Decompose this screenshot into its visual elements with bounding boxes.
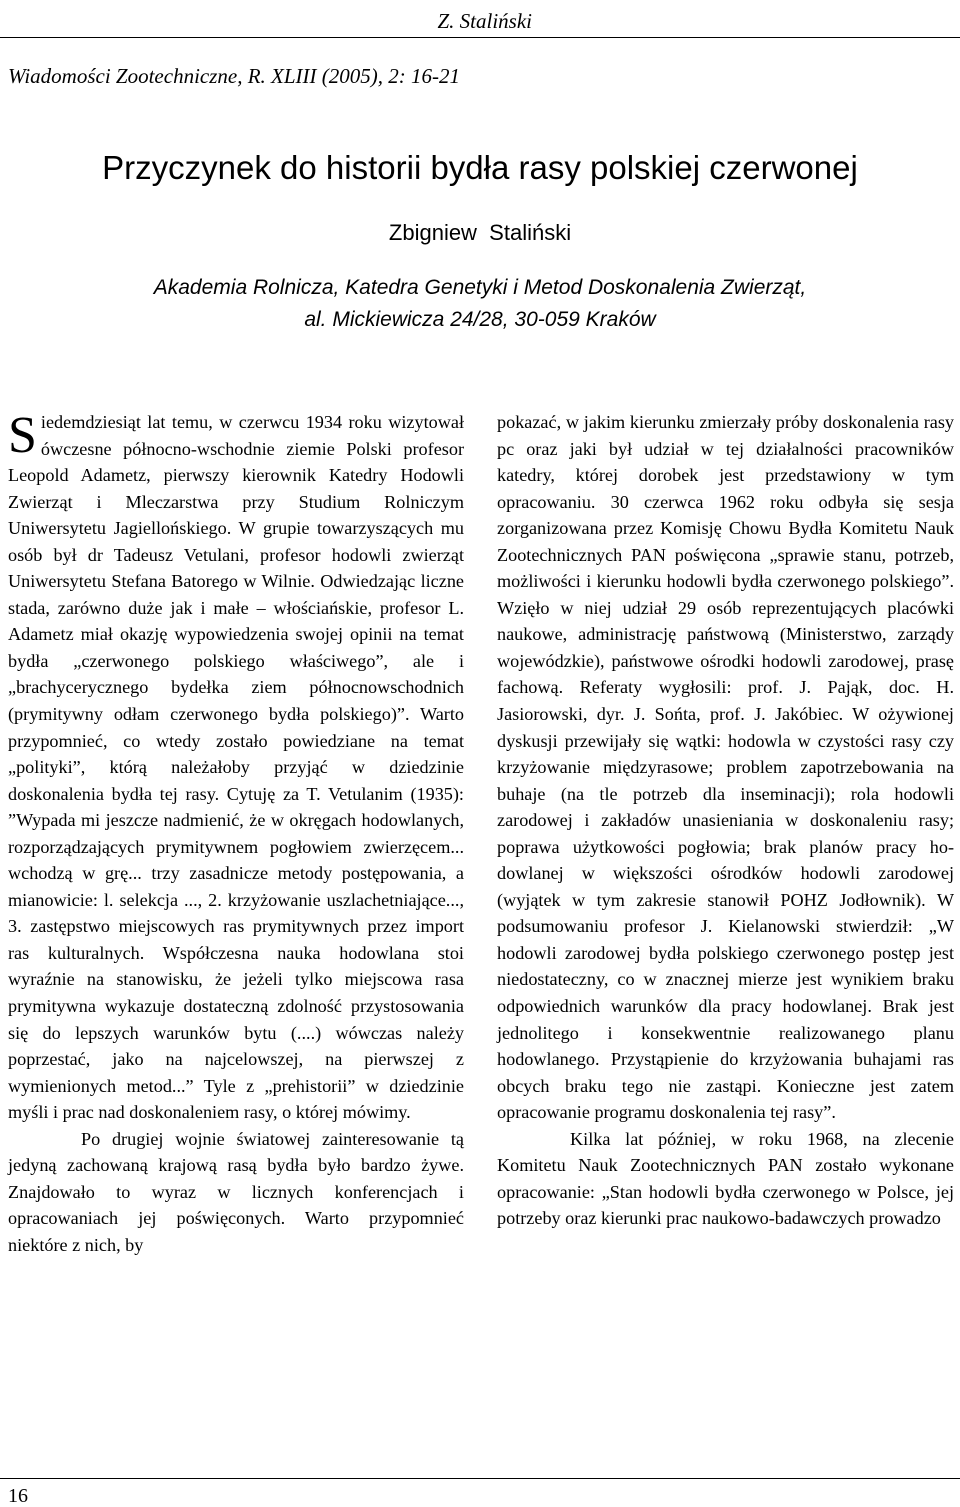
running-author: Z. Staliński: [437, 9, 532, 33]
paragraph-3: pokazać, w jakim kierunku zmierzały próby doskonalenia rasy pc oraz jaki był udział w tej działalności pracowników katedry, której dorobek jest przedstawiony w tym opracowaniu. 30 czerwca 1962 roku odbyła się sesja zorganizowana przez Komisję Chowu Bydła Komitetu Nauk Zootechnicznych PAN poświęcona „sprawie stanu, potrzeb, możliwości i kierunku hodowli bydła czerwonego polskiego”. Wzięło w niej udział 29 osób reprezentujących placówki naukowe, administrację państwową (Ministerstwo, zarządy wojewódzkie), państwowe ośrodki hodowli zarodowej, prasę fachową. Referaty wygłosili: prof. J. Pająk, doc. H. Jasiorowski, dyr. J. Sońta, prof. J. Jakóbiec. W ożywionej dyskusji przewijały się wątki: hodowla w czystości rasy czy krzyżowanie międzyrasowe; problem zapotrzebowania na buhaje (na tle potrzeb dla inseminacji); rola hodowli zarodowej i zakładów unasieniania w doskonaleniu rasy; poprawa użytkowości pogłowia; brak planów pracy hodowlanej w większości ośrodków hodowli zarodowej (wyjątek w tym zakresie stanowił POHZ Jodłownik). W podsumowaniu profesor J. Kielanowski stwierdził: „W hodowli zarodowej bydła polskiego czerwonego postęp jest niedostateczny, co w znacznej mierze jest wynikiem braku odpowiednich warunków dla pracy hodowlanej. Brak jest jednolitego i konsekwentnie realizowanego planu hodowlanego. Przystąpienie do krzyżowania buhajami ras obcych braku tego nie zastąpi. Konieczne jest zatem opracowanie programu doskonalenia tej rasy”.: [497, 412, 954, 1123]
running-header: [0, 8, 960, 38]
article-title: Przyczynek do historii bydła rasy polskiej czerwonej: [102, 149, 858, 186]
paragraph-1-text: iedemdziesiąt lat temu, w czerwcu 1934 roku wizytował ówczesne północno-wschodnie ziemie Polski profesor Leopold Adametz, pierwszy kierownik Katedry Hodowli Zwierząt i Mleczarstwa przy Studium Rolniczym Uniwersytetu Jagiellońskiego. W grupie towarzyszących mu osób był dr Tadeusz Vetulani, profesor hodowli zwierząt Uniwersytetu Stefana Batorego w Wilnie. Odwiedzając liczne stada, zarówno duże jak i małe – włościańskie, profesor L. Adametz miał okazję wypowiedzenia swojej opinii na temat bydła „czerwonego polskiego właściwego”, ale i „brachycerycznego bydełka ziem północnowschodnich (prymitywny odłam czerwonego bydła polskiego)”. Warto przypomnieć, co wtedy zostało powiedziane na temat „polityki”, którą należałoby przyjąć w dziedzinie doskonalenia bydła tej rasy. Cytuję za T. Vetulanim (1935): ”Wypada mi jeszcze nadmienić, że w okręgach hodowlanych, rozporządzających prymitywnem pogłowiem zwierzęcem... wchodzą w grę... trzy zasadnicze metody postępowania, a mianowicie: l. selekcja ..., 2. krzyżowanie uszlachetniające..., 3. zastępstwo miejscowych ras prymitywnych przez import ras kulturalnych. Współczesna nauka hodowlana stoi wyraźnie na stanowisku, że jeżeli tylko miejscowa rasa prymitywna wykazuje dostateczną zdolność przystosowania się do lepszych warunków bytu (....) wówczas należy poprzestać, jako na najcelowszej, na pierwszej z wymienionych metod...” Tyle z „prehistorii” w dziedzinie myśli i prac nad doskonaleniem rasy, o której mówimy.: [8, 412, 464, 1123]
affiliation-line-2: al. Mickiewicza 24/28, 30-059 Kraków: [304, 308, 656, 331]
article-author: [0, 218, 960, 248]
paragraph-2: Po drugiej wojnie światowej zainteresowanie tą jedyną zachowaną krajową rasą bydła było bardzo żywe. Znajdowało to wyraz w licznych konferencjach i opracowaniach jej poświęconych. Warto przypomnieć niektóre z nich, by: [8, 1128, 464, 1255]
journal-reference: Wiadomości Zootechniczne, R. XLIII (2005), 2: 16-21: [8, 64, 461, 88]
author-name: Zbigniew Staliński: [388, 220, 572, 245]
drop-cap: S: [8, 407, 37, 464]
right-column: [497, 409, 954, 1232]
affiliation-line-1: Akademia Rolnicza, Katedra Genetyki i Metod Doskonalenia Zwierząt,: [153, 276, 807, 299]
paragraph-1: [8, 409, 464, 1126]
page-number: 16: [8, 1485, 28, 1507]
page-footer: [0, 1478, 960, 1505]
affiliation: [0, 272, 960, 336]
paragraph-4: Kilka lat później, w roku 1968, na zlecenie Komitetu Nauk Zootechnicznych PAN zostało wykonane opracowanie: „Stan hodowli bydła czerwonego w Polsce, jej potrzeby oraz kierunki prac naukowo-badawczych prowadzo: [497, 1128, 954, 1229]
left-column: [8, 409, 464, 1259]
